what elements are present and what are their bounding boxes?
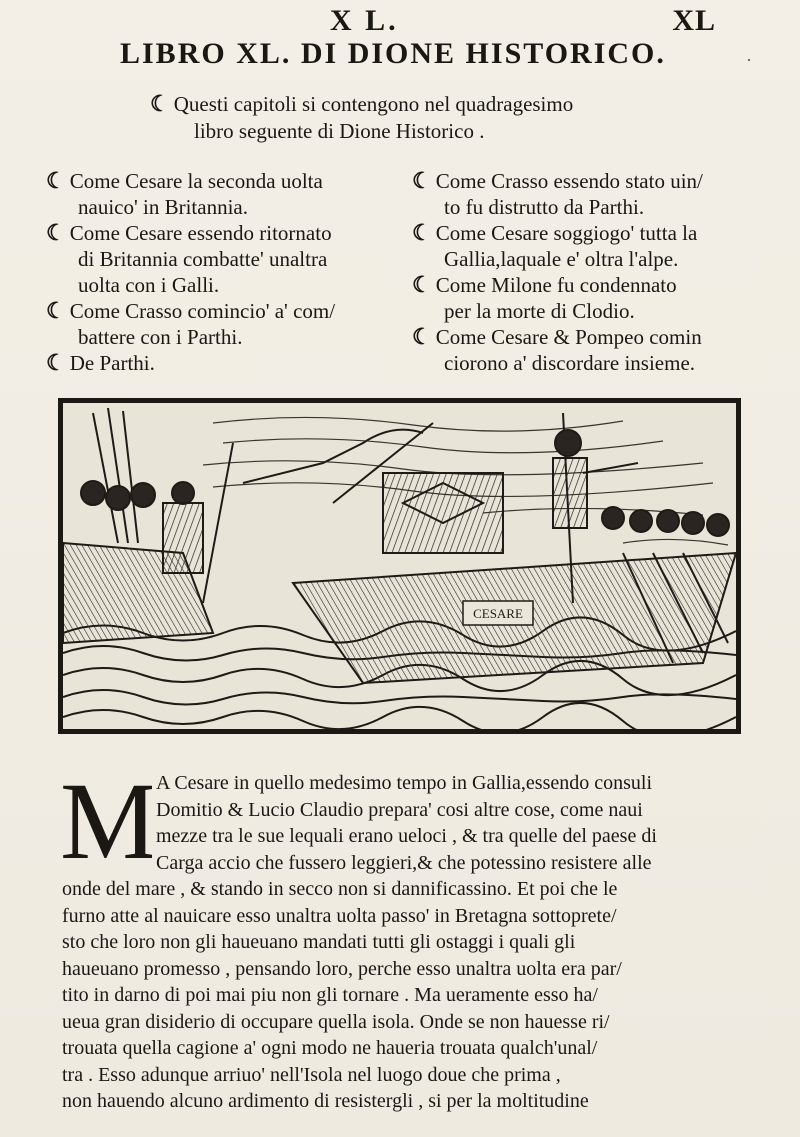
text-line: A Cesare in quello medesimo tempo in Gallia,essendo consuli xyxy=(156,772,653,794)
text-line: mezze tra le sue lequali erano ueloci , & tra quelle del paese di xyxy=(156,825,657,847)
text-line: haueuano promesso , pensando loro, perche esso unaltra uolta era par/ xyxy=(62,957,622,980)
pilcrow-icon: ☾ xyxy=(150,91,170,116)
pilcrow-icon: ☾ xyxy=(412,168,432,193)
pilcrow-icon: ☾ xyxy=(46,350,66,375)
running-head-book-number: X L. xyxy=(330,4,399,37)
toc-entry: ☾ Come Cesare & Pompeo comin xyxy=(412,324,702,349)
text-line: sto che loro non gli haueuano mandati tutti gli ostaggi i quali gli xyxy=(62,931,576,953)
left-ship xyxy=(63,408,233,643)
toc-entry-continuation: ciorono a' discordare insieme. xyxy=(444,351,696,375)
woodcut-ship-scene xyxy=(63,403,736,729)
pilcrow-icon: ☾ xyxy=(412,220,432,245)
body-text xyxy=(62,770,754,1115)
text-line: onde del mare , & stando in secco non si dannificassino. Et poi che le xyxy=(62,878,618,900)
toc-entry-continuation: per la morte di Clodio. xyxy=(444,299,635,323)
running-head-right: XL xyxy=(672,4,716,37)
text-line: tito in darno di poi mai piu non gli tornare . Ma ueramente esso ha/ xyxy=(62,984,598,1006)
toc-entry-continuation: Gallia,laquale e' oltra l'alpe. xyxy=(444,247,679,271)
text-line: Domitio & Lucio Claudio prepara' cosi altre cose, come naui xyxy=(156,798,643,821)
toc-entry-continuation: uolta con i Galli. xyxy=(78,273,220,297)
pilcrow-icon: ☾ xyxy=(46,168,66,193)
toc-entry: ☾ Come Milone fu condennato xyxy=(412,272,677,297)
text-line: ueua gran disiderio di occupare quella isola. Onde se non hauesse ri/ xyxy=(62,1010,610,1033)
pilcrow-icon: ☾ xyxy=(46,220,66,245)
ship-label: CESARE xyxy=(473,606,523,621)
toc-entry: ☾ Come Cesare la seconda uolta xyxy=(46,168,323,193)
pilcrow-icon: ☾ xyxy=(46,298,66,323)
toc-entry-continuation: to fu distrutto da Parthi. xyxy=(444,195,645,219)
table-of-contents-left xyxy=(46,168,406,376)
toc-entry-continuation: battere con i Parthi. xyxy=(78,325,243,349)
intro-line-2: libro seguente di Dione Historico . xyxy=(194,119,485,143)
chapter-intro xyxy=(150,90,670,145)
toc-entry: ☾ Come Crasso comincio' a' com/ xyxy=(46,298,336,323)
drop-cap-letter: M xyxy=(60,770,152,870)
text-line: non hauendo alcuno ardimento di resistergli , si per la moltitudine xyxy=(62,1090,589,1112)
toc-entry: ☾ Come Crasso essendo stato uin/ xyxy=(412,168,703,193)
pilcrow-icon: ☾ xyxy=(412,324,432,349)
text-line: tra . Esso adunque arriuo' nell'Isola nel luogo doue che prima , xyxy=(62,1063,561,1086)
toc-entry-continuation: nauico' in Britannia. xyxy=(78,195,248,219)
toc-entry: ☾ De Parthi. xyxy=(46,350,155,375)
text-line: Carga accio che fussero leggieri,& che potessino resistere alle xyxy=(156,851,652,874)
toc-entry: ☾ Come Cesare essendo ritornato xyxy=(46,220,332,245)
toc-entry: ☾ Come Cesare soggiogo' tutta la xyxy=(412,220,698,245)
woodcut-illustration xyxy=(58,398,741,734)
main-ship xyxy=(243,413,736,683)
intro-line-1: Questi capitoli si contengono nel quadragesimo xyxy=(173,92,574,116)
text-line: trouata quella cagione a' ogni modo ne haueria trouata qualch'unal/ xyxy=(62,1037,598,1059)
toc-entry-continuation: di Britannia combatte' unaltra xyxy=(78,247,328,271)
table-of-contents-right xyxy=(412,168,764,376)
text-line: furno atte al nauicare esso unaltra uolta passo' in Bretagna sottoprete/ xyxy=(62,904,617,927)
book-title: LIBRO XL. DI DIONE HISTORICO. xyxy=(120,37,666,70)
pilcrow-icon: ☾ xyxy=(412,272,432,297)
edge-mark: · xyxy=(746,50,752,70)
